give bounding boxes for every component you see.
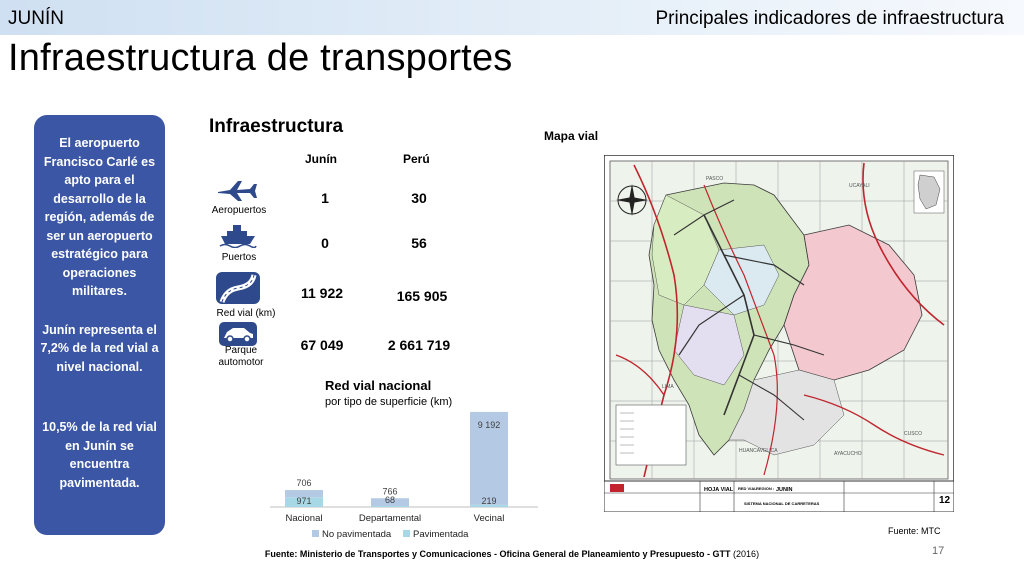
map-label-ucayali: UCAYALI: [849, 183, 870, 189]
map-legend-hoja-vial: HOJA VIAL: [704, 487, 734, 493]
road-surface-chart: [270, 405, 540, 545]
value-peru-vehicles: 2 661 719: [387, 337, 451, 353]
row-label-vehicles: Parque automotor: [218, 345, 264, 368]
map-label-lima: LIMA: [662, 384, 674, 390]
data-label-no-pavimentada-2: 9 192: [477, 419, 501, 430]
map-legend-red-vial: RED VIAL: [738, 486, 757, 491]
road-map-image: [604, 155, 954, 512]
legend-swatch-no-pavimentada: [312, 530, 319, 537]
data-label-pavimentada-2: 219: [481, 496, 497, 506]
footer-source: [0, 549, 1024, 559]
value-junin-roads: 11 922: [300, 285, 344, 301]
col-header-junin: Junín: [305, 152, 337, 166]
sidebar-text-airport: El aeropuerto Francisco Carlé es apto para el desarrollo de la región, además de ser un aeropuerto estratégico para operaciones militares.: [43, 136, 156, 298]
legend-swatch-pavimentada: [403, 530, 410, 537]
value-peru-ports: 56: [411, 235, 427, 251]
page-title: Infraestructura de transportes: [8, 37, 513, 79]
value-peru-roads: 165 905: [396, 288, 448, 304]
map-label-pasco: PASCO: [706, 176, 724, 182]
data-label-no-pavimentada-0: 706: [296, 478, 312, 489]
value-peru-airports: 30: [411, 190, 427, 206]
map-label: Mapa vial: [544, 129, 599, 143]
legend-label-pavimentada: Pavimentada: [413, 529, 469, 540]
value-junin-vehicles: 67 049: [300, 337, 344, 353]
tick-label-0: Nacional: [285, 513, 323, 524]
page-number: 17: [932, 545, 945, 557]
map-legend-region-value: JUNIN: [776, 487, 793, 493]
data-label-pavimentada-0: 971: [296, 496, 312, 506]
value-junin-airports: 1: [321, 190, 329, 206]
chart-title: Red vial nacional: [325, 378, 432, 393]
map-label-ayacucho: AYACUCHO: [834, 451, 862, 457]
value-junin-ports: 0: [321, 235, 329, 251]
col-header-peru: Perú: [403, 152, 430, 166]
chart-subtitle: por tipo de superficie (km): [325, 396, 453, 408]
tick-label-1: Departamental: [358, 513, 422, 524]
footer-source-text: Fuente: Ministerio de Transportes y Comunicaciones - Oficina General de Planeamiento y Presupuesto - GTT: [264, 549, 731, 559]
legend-label-no-pavimentada: No pavimentada: [322, 529, 392, 540]
road-icon: [216, 272, 260, 304]
sidebar-text-share: Junín representa el 7,2% de la red vial a nivel nacional.: [40, 322, 159, 374]
tick-label-2: Vecinal: [473, 513, 505, 524]
data-label-no-pavimentada-1: 766: [382, 486, 398, 497]
map-label-huancavelica: HUANCAVELICA: [739, 448, 778, 454]
map-sheet-number: 12: [939, 495, 951, 506]
map-source: Fuente: MTC: [888, 526, 941, 536]
header-subtitle: Principales indicadores de infraestructura: [655, 8, 1004, 29]
map-legend-system: SISTEMA NACIONAL DE CARRETERAS: [744, 501, 820, 506]
row-label-ports: Puertos: [221, 252, 257, 263]
car-icon: [219, 322, 257, 346]
row-label-airports: Aeropuertos: [211, 205, 267, 216]
sidebar-text-paved: 10,5% de la red vial en Junín se encuentra pavimentada.: [42, 420, 157, 490]
data-label-pavimentada-1: 68: [384, 495, 396, 505]
region-name: JUNÍN: [8, 8, 64, 29]
infra-title: Infraestructura: [209, 116, 344, 137]
map-legend-region-label: REGION :: [756, 486, 775, 491]
footer-source-year: (2016): [733, 549, 760, 559]
map-label-cusco: CUSCO: [904, 431, 923, 437]
ship-icon: [219, 222, 257, 248]
bar-pavimentada-1: [371, 506, 409, 507]
airplane-icon: [216, 178, 260, 202]
row-label-roads: Red vial (km): [216, 308, 276, 319]
sidebar-info-box: [34, 115, 165, 535]
